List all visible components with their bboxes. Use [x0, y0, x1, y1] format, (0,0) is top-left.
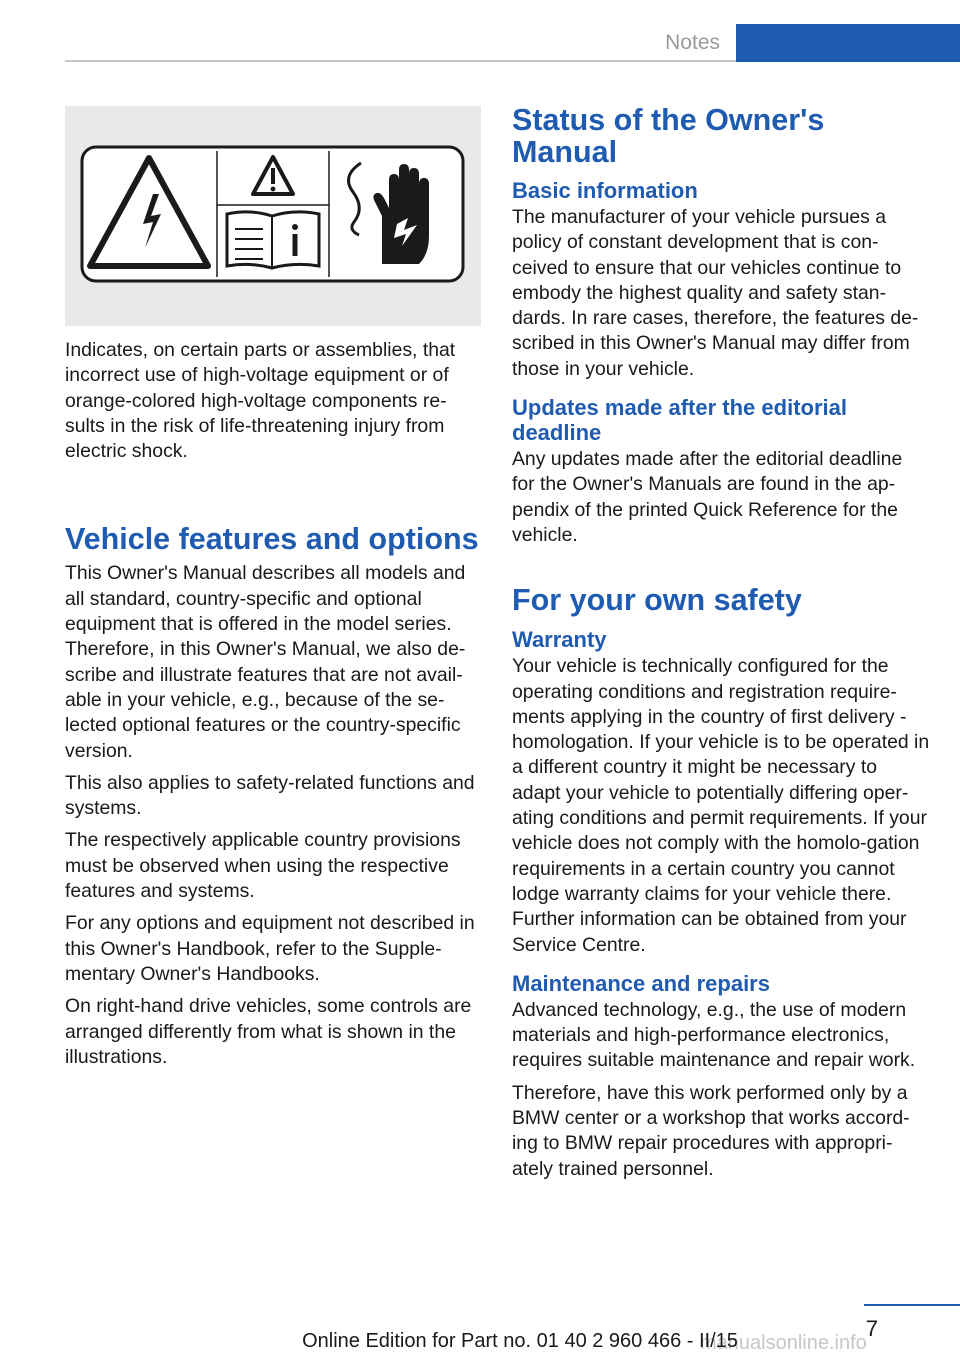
paragraph: This Owner's Manual describes all models and all standard, country-specific and optional equipment that is offered in the model series. Therefore, in this Owner's Manual, we also de-scribe and illustrate features that are not avail-able in your vehicle, e.g., because of the se-lected optional features or the country-specific version. — [65, 562, 466, 762]
paragraph: This also applies to safety-related functions and systems. — [65, 771, 475, 820]
read-manual-book-icon — [227, 212, 319, 268]
watermark: manualsonline.info — [700, 1332, 867, 1354]
paragraph: The respectively applicable country provisions must be observed when using the respective features and systems. — [65, 829, 461, 903]
edition-footer: Online Edition for Part no. 01 40 2 960 466 - II/15 — [302, 1330, 738, 1352]
figure-caption: Indicates, on certain parts or assemblies, that incorrect use of high-voltage equipment or of orange-colored high-voltage components re-sults in the risk of life-threatening injury from electric shock. — [65, 339, 456, 463]
paragraph: Any updates made after the editorial deadline for the Owner's Manuals are found in the ap-pendix of the printed Quick Reference for the vehicle. — [512, 448, 903, 546]
left-column — [65, 106, 481, 1070]
paragraph: For any options and equipment not described in this Owner's Handbook, refer to the Supple-mentary Owner's Handbooks. — [65, 912, 475, 985]
page-header-title: Notes — [665, 31, 720, 54]
page-number: 7 — [865, 1316, 878, 1341]
right-column — [512, 104, 930, 1182]
subheading-basic-information: Basic information — [512, 178, 698, 203]
paragraph: Therefore, have this work performed only by a BMW center or a workshop that works accord-ing to BMW repair procedures with appropri-ately trained personnel. — [512, 1081, 910, 1180]
section-title-safety: For your own safety — [512, 583, 802, 618]
subheading-warranty: Warranty — [512, 627, 607, 653]
paragraph: On right-hand drive vehicles, some controls are arranged differently from what is shown in the illustrations. — [65, 995, 472, 1068]
section-title-vehicle-features: Vehicle features and options — [65, 522, 479, 557]
paragraph: Advanced technology, e.g., the use of modern materials and high-performance electronics, requires suitable maintenance and repair work. — [512, 998, 916, 1072]
subheading-updates: Updates made after the editorial deadline — [512, 395, 847, 446]
section-title-status: Status of the Owner's Manual — [512, 103, 825, 169]
paragraph: Your vehicle is technically configured for the operating conditions and registration require-ments applying in the country of first delivery - homologation. If your vehicle is to be operated in a different country it might be necessary to adapt your vehicle to potentially differing oper-ating conditions and permit requirements. If your vehicle does not comply with the homolo-gation requirements in a certain country you cannot lodge warranty claims for your vehicle there. Further information can be obtained from your Service Centre. — [512, 655, 930, 956]
paragraph: The manufacturer of your vehicle pursues a policy of constant development that is con-ceived to ensure that our vehicles continue to embody the highest quality and safety stan-dards. In rare cases, therefore, the features de-scribed in this Owner's Manual may differ from those in your vehicle. — [512, 206, 919, 380]
header-tab — [736, 24, 960, 62]
warning-label-figure — [65, 106, 481, 326]
footer-rule — [864, 1304, 960, 1306]
subheading-maintenance: Maintenance and repairs — [512, 970, 770, 996]
